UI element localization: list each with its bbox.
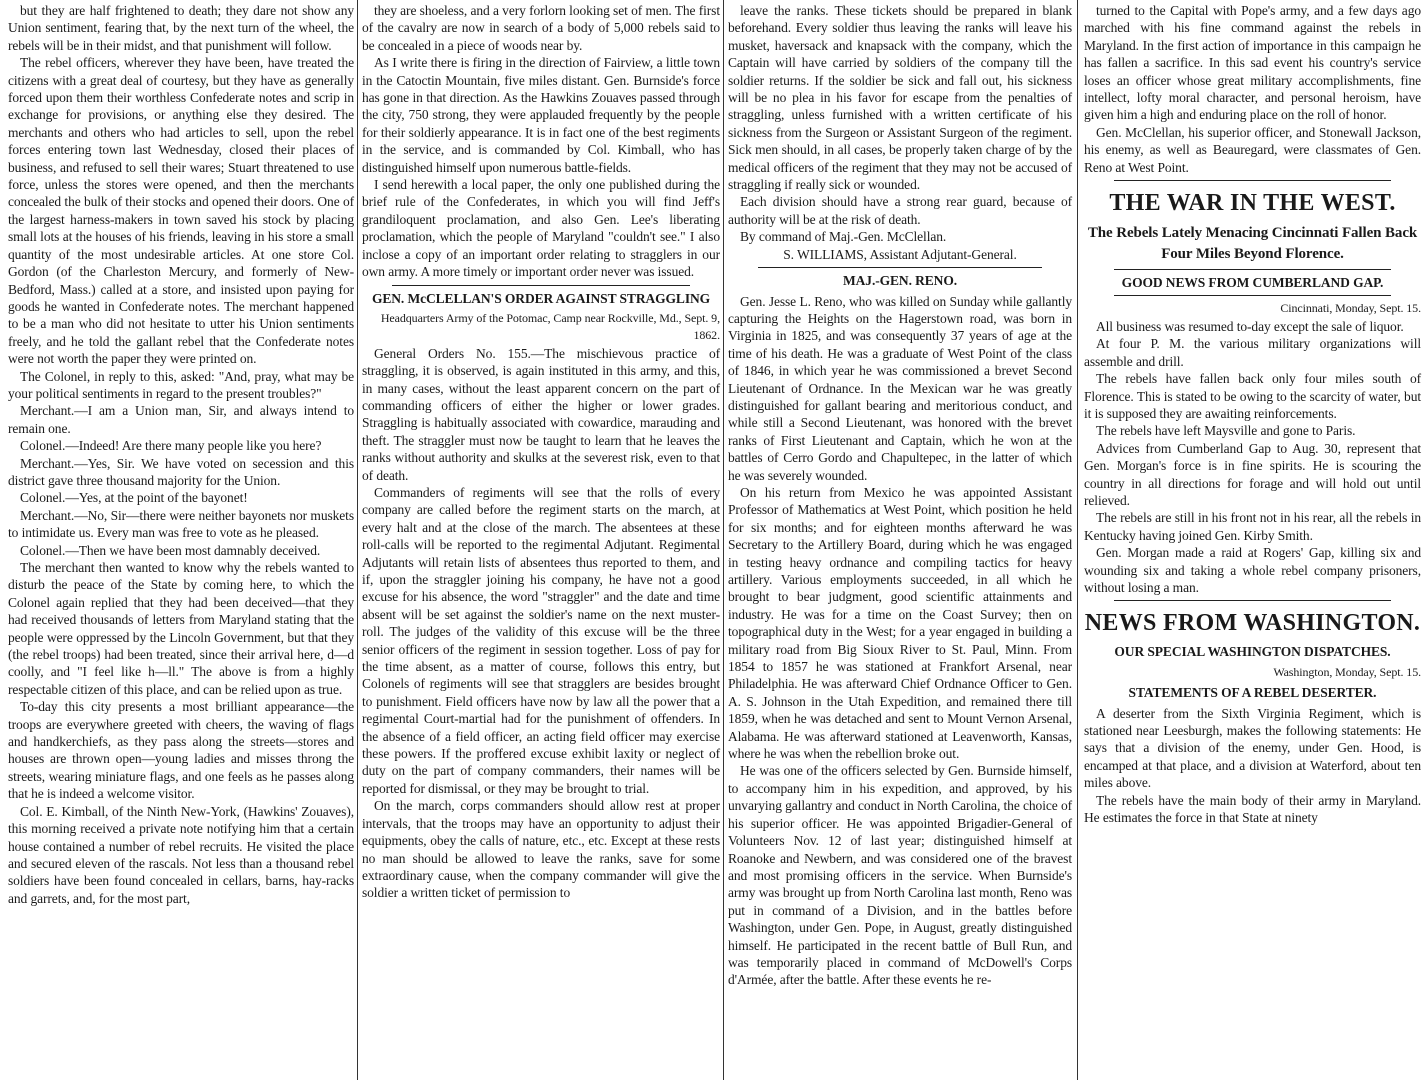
headline: THE WAR IN THE WEST. [1109, 190, 1396, 217]
paragraph: As I write there is firing in the direction of Fairview, a little town in the Catoctin Mountain, five miles distant. Gen. Burnside's force has gone in that direction. As the Hawkins Zouaves passed through the city, 750 strong, they were applauded frequently by the people for their soldierly appearance. It is in fact one of the best regiments in the service, and is commanded by Col. Kimball, who has distinguished himself upon numerous battle-fields. [362, 55, 720, 175]
column-2 [362, 2, 720, 902]
paragraph: The merchant then wanted to know why the rebels wanted to disturb the peace of the State by coming here, to which the Colonel again replied that they had been deceived—that they had received thousands of letters from Maryland stating that the people were oppressed by the Lincoln Government, but that they (the rebel troops) had been treated, since their arrival here, d—d coolly, and "I feel like h—ll." The above is from a highly respectable citizen of this place, and can be relied upon as true. [8, 560, 354, 697]
paragraph: Advices from Cumberland Gap to Aug. 30, represent that Gen. Morgan's force is in fine spirits. He is scouring the country in all directions for forage and will hold out until relieved. [1084, 440, 1421, 508]
paragraph: The rebels have fallen back only four miles south of Florence. This is stated to be owing to the scarcity of water, but it is supposed they are awaiting reinforcements. [1084, 371, 1421, 421]
separator [392, 285, 690, 286]
signature: S. WILLIAMS, Assistant Adjutant-General. [783, 246, 1017, 262]
paragraph: Gen. Jesse L. Reno, who was killed on Sunday while gallantly capturing the Heights on the Hagerstown road, was born in Virginia in 1825, and was consequently 37 years of age at the time of his death. He was a graduate of West Point of the class of 1846, in which year he was commissioned a brevet Second Lieutenant of Ordnance. In the Mexican war he was greatly distinguished for gallant bearing and meritorious conduct, and while still a Second Lieutenant, was honored with the brevet ranks of First Lieutenant and Captain, which he won at the battles of Cerro Gordo and Chapultepec, in the latter of which he was severely wounded. [728, 293, 1072, 483]
separator [1114, 295, 1391, 296]
paragraph: Colonel.—Indeed! Are there many people like you here? [20, 438, 322, 454]
column-rule [1077, 0, 1078, 1080]
column-3 [728, 2, 1072, 989]
paragraph: Colonel.—Then we have been most damnably deceived. [20, 542, 321, 558]
subheadline: The Rebels Lately Menacing Cincinnati Fallen Back Four Miles Beyond Florence. [1087, 225, 1418, 263]
dateline: Washington, Monday, Sept. 15. [1273, 664, 1421, 679]
paragraph: The rebels are still in his front not in his rear, all the rebels in Kentucky having joined Gen. Kirby Smith. [1084, 510, 1421, 543]
paragraph: Merchant.—Yes, Sir. We have voted on secession and this district gave three thousand majority for the Union. [8, 455, 354, 488]
separator [1114, 600, 1391, 601]
column-4 [1084, 2, 1421, 826]
section-heading: GOOD NEWS FROM CUMBERLAND GAP. [1121, 275, 1384, 291]
section-heading: GEN. McCLELLAN'S ORDER AGAINST STRAGGLING [371, 290, 711, 306]
paragraph: Each division should have a strong rear guard, because of authority will be at the risk of death. [728, 194, 1072, 227]
paragraph: To-day this city presents a most brilliant appearance—the troops are everywhere greeted with cheers, the waving of flags and handkerchiefs, as they pass along the streets—stores and houses are thrown open—young ladies and misses throng the streets, wearing miniature flags, and one feels as he passes along that he is indeed a welcome visitor. [8, 699, 354, 802]
paragraph: Gen. McClellan, his superior officer, and Stonewall Jackson, his enemy, as well as Beauregard, were classmates of Gen. Reno at West Point. [1084, 124, 1421, 175]
paragraph: The rebels have the main body of their army in Maryland. He estimates the force in that State at ninety [1084, 792, 1421, 826]
paragraph: The rebels have left Maysville and gone to Paris. [1096, 423, 1356, 439]
paragraph: A deserter from the Sixth Virginia Regiment, which is stationed near Leesburgh, makes the following statements: He says that a division of the enemy, under Gen. Hood, is encamped at that place, and a division at Waterford, about ten miles above. [1084, 705, 1421, 791]
paragraph: but they are half frightened to death; they dare not show any Union sentiment, fearing that, by the next turn of the wheel, the rebels will be in their midst, and that punishment will follow. [8, 3, 354, 53]
headline: NEWS FROM WASHINGTON. [1084, 610, 1421, 637]
paragraph: He was one of the officers selected by Gen. Burnside himself, to accompany him in his expedition, and approved, by his unvarying gallantry and conduct in North Carolina, the choice of his superior officer. He was appointed Brigadier-General of Volunteers Nov. 12 of last year; distinguished himself at Roanoke and Newbern, and was considered one of the bravest and most promising officers in the service. When Burnside's army was brought up from North Carolina last month, Reno was put in command of a Division, and in the battles before Washington, under Gen. Pope, in August, greatly distinguished himself. He participated in the recent battle of Bull Run, and was temporarily placed in command of McDowell's Corps d'Armée, after the battle. After these events he re- [728, 763, 1072, 988]
section-heading: STATEMENTS OF A REBEL DESERTER. [1128, 685, 1377, 701]
paragraph: By command of Maj.-Gen. McClellan. [740, 229, 947, 245]
paragraph: Merchant.—I am a Union man, Sir, and always intend to remain one. [8, 403, 354, 436]
paragraph: Colonel.—Yes, at the point of the bayonet! [20, 490, 248, 506]
separator [1114, 269, 1391, 270]
paragraph: The rebel officers, wherever they have been, have treated the citizens with a great deal of courtesy, but they have as generally forced upon them their worthless Confederate notes and scrip in exchange for provisions, or anything else they desired. The merchants and others who had articles to sell, upon the rebel forces entering town last Wednesday, closed their places of business, and refused to sell their wares; Stuart threatened to use force, unless the stores were opened, and then the merchants concealed the bulk of their stocks and opened their doors. One of the largest harness-makers in town saved his stock by placing small lots at the houses of his friends, leaving in his store a small quantity of the most undesirable articles. At one store Col. Gordon (of the Charleston Mercury, and formerly of New-Bedford, Mass.) called at a store, and insisted upon paying for goods he wanted in Confederate notes. The merchant happened to be a man who did not hesitate to utter his Union sentiments freely, and he told the gallant rebel that the Confederate notes were not worth the paper they were printed on. [8, 55, 354, 367]
paragraph: The Colonel, in reply to this, asked: "And, pray, what may be your political sentiments in regard to the present troubles?" [8, 368, 354, 401]
paragraph: turned to the Capital with Pope's army, and a few days ago marched with his fine command against the rebels in Maryland. In the first action of importance in this campaign he has fallen a sacrifice. In this sad event his country's service loses an officer whose great military accomplishments, fine intellect, lofty moral character, and personal heroism, have given him a high and enduring place on the roll of honor. [1084, 3, 1421, 123]
paragraph: leave the ranks. These tickets should be prepared in blank beforehand. Every soldier thus leaving the ranks will leave his musket, haversack and knapsack with the company, which the Captain will have carried by soldiers of the company till the soldier returns. If the soldier be sick and fall out, his sickness will be no plea in his favor for escape from the penalties of straggling, unless furnished with a written certificate of his sickness from the Surgeon or Assistant Surgeon of the regiment. Sick men should, in all cases, be properly taken charge of by the medical officers of the regiment that they may not be accused of straggling if really sick or wounded. [728, 3, 1072, 193]
separator [1114, 180, 1391, 181]
dateline: Headquarters Army of the Potomac, Camp near Rockville, Md., Sept. 9, 1862. [380, 310, 720, 343]
column-1 [8, 2, 354, 907]
column-rule [723, 0, 724, 1080]
paragraph: On his return from Mexico he was appointed Assistant Professor of Mathematics at West Point, which position he held for six months; and for eighteen months afterward he was Secretary to the Artillery Board, during which he was engaged in testing heavy ordnance and compiling tactics for heavy artillery. Various employments succeeded, in all which he brought to bear judgment, good scientific attainments and industry. He was for a time on the Coast Survey; then on topographical duty in the West; for a year engaged in building a military road from Big Sioux River to St. Paul, Minn. From 1854 to 1857 he was stationed at Frankfort Arsenal, near Philadelphia. He was afterward Chief Ordnance Officer to Gen. A. S. Johnson in the Utah Expedition, and remained there till 1859, when he was detached and sent to Mount Vernon Arsenal, Alabama. He was afterward stationed at Leavenworth, Kansas, where he was when the rebellion broke out. [728, 484, 1072, 762]
dateline: Cincinnati, Monday, Sept. 15. [1280, 301, 1421, 316]
paragraph: All business was resumed to-day except the sale of liquor. [1096, 318, 1404, 334]
paragraph: Col. E. Kimball, of the Ninth New-York, (Hawkins' Zouaves), this morning received a private note notifying him that a certain house contained a number of rebel recruits. He visited the place and secured eleven of the rascals. Not less than a thousand rebel soldiers have been found concealed in cellars, barns, hay-racks and garrets, and, for the most part, [8, 803, 354, 906]
paragraph: At four P. M. the various military organizations will assemble and drill. [1084, 336, 1421, 369]
paragraph: Gen. Morgan made a raid at Rogers' Gap, killing six and wounding six and taking a whole rebel company prisoners, without losing a man. [1084, 545, 1421, 595]
separator [758, 267, 1042, 268]
section-heading: OUR SPECIAL WASHINGTON DISPATCHES. [1114, 644, 1391, 660]
paragraph: Merchant.—No, Sir—there were neither bayonets nor muskets to intimidate us. Every man was free to vote as he pleased. [8, 507, 354, 541]
paragraph: On the march, corps commanders should allow rest at proper intervals, that the troops may have an opportunity to adjust their equipments, obey the calls of nature, etc., etc. Except at these rests no man should be allowed to leave the ranks, save for some extraordinary cause, when the company commander will give the soldier a written ticket of permission to [362, 798, 720, 901]
paragraph: I send herewith a local paper, the only one published during the brief rule of the Confederates, in which you will find Jeff's grandiloquent proclamation, and also Gen. Lee's liberating proclamation, which the people of Maryland "couldn't see." I also inclose a copy of an important order relating to stragglers in our own army. A more timely or important order never was issued. [362, 177, 720, 280]
paragraph: General Orders No. 155.—The mischievous practice of straggling, it is observed, is again instituted in this army, and this, in many cases, without the least apparent concern on the part of commanding officers of either the higher or lower grades. Straggling is habitually associated with cowardice, marauding and theft. The straggler must now be taught to learn that he leaves the ranks without authority and skulks at the severest risk, even to that of death. [362, 345, 720, 483]
paragraph: Commanders of regiments will see that the rolls of every company are called before the regiment starts on the march, at every halt and at the close of the march. The absentees at these roll-calls will be reported to the regimental Adjutant. Regimental Adjutants will retain lists of absentees thus reported to them, and if, upon the straggler joining his company, he have not a good excuse for his absence, the word "straggler" and the date and time absent will be set against the soldier's name on the next muster-roll. The judges of the validity of this excuse will be the three senior officers of the regiment in session together. Loss of pay for the time absent, as a matter of course, follows this entry, but Colonels of regiments will see that stragglers are besides brought to punishment. Field officers have now by law all the power that a regimental Court-martial had for the punishment of offenders. In the absence of a field officer, an acting field officer may exercise these powers. If the proffered excuse exhibit laxity or neglect of duty on the part of company commanders, their names will be reported for dismissal, or they may be brought to trial. [362, 484, 720, 796]
section-heading: MAJ.-GEN. RENO. [843, 273, 957, 289]
column-rule [357, 0, 358, 1080]
paragraph: they are shoeless, and a very forlorn looking set of men. The first of the cavalry are now in search of a body of 5,000 rebels said to be concealed in a piece of woods near by. [362, 3, 720, 53]
